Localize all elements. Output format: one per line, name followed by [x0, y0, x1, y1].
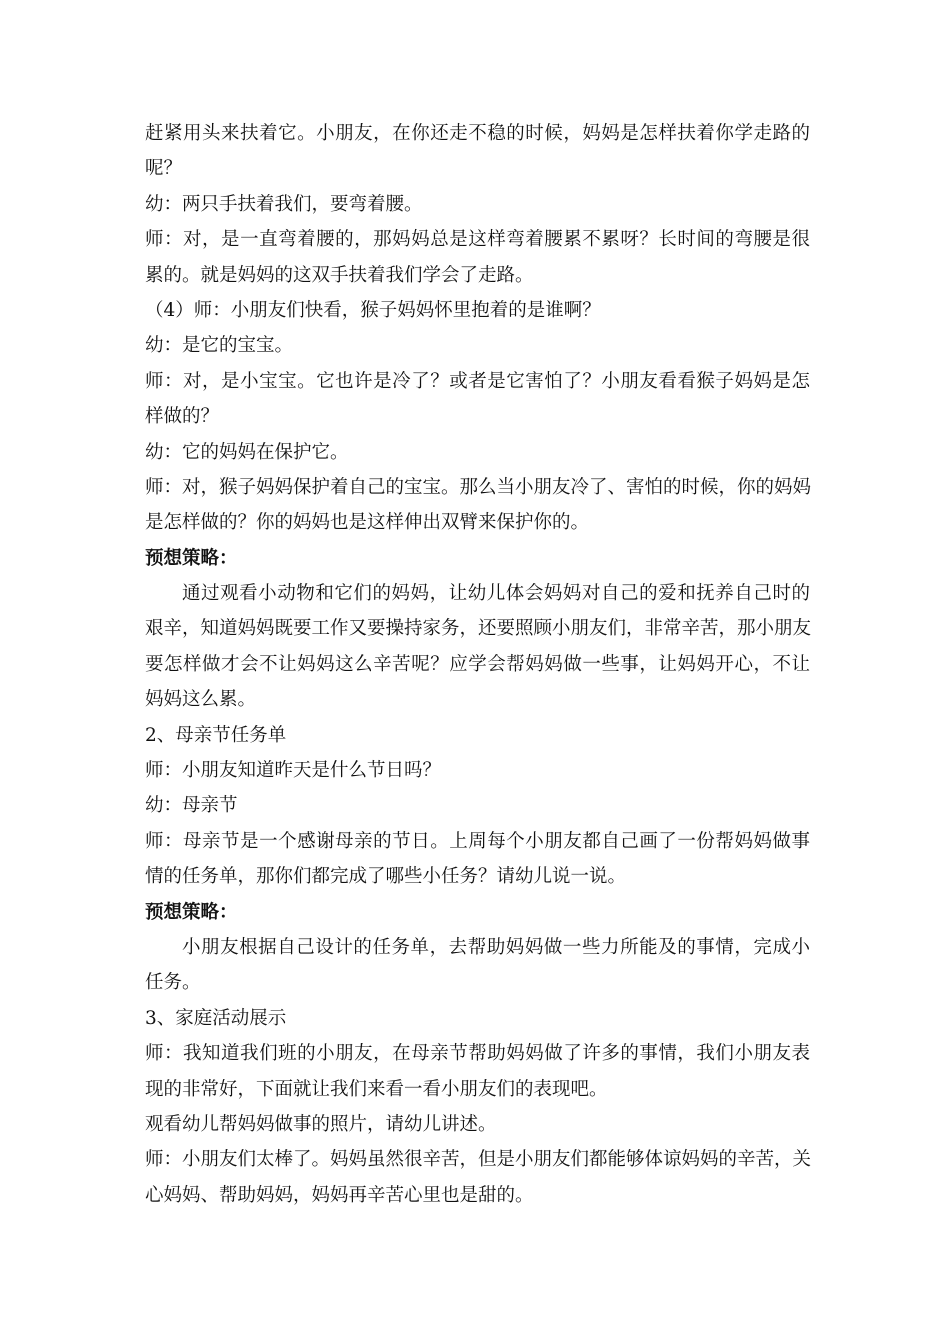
section-title: 2、母亲节任务单 [145, 724, 287, 746]
document-body [145, 116, 810, 1213]
section-heading: 预想策略： [145, 547, 238, 569]
text-line: 师：我知道我们班的小朋友，在母亲节帮助妈妈做了许多的事情，我们小朋友表 [145, 1043, 810, 1065]
text-line: 幼：它的妈妈在保护它。 [145, 441, 349, 463]
text-line: 心妈妈、帮助妈妈，妈妈再辛苦心里也是甜的。 [145, 1184, 534, 1206]
text-line: 师：小朋友知道昨天是什么节日吗？ [145, 760, 442, 782]
text-line: 师：对，是小宝宝。它也许是冷了？或者是它害怕了？小朋友看看猴子妈妈是怎 [145, 370, 810, 392]
text-line: 幼：是它的宝宝。 [145, 335, 294, 357]
text-line: 师：母亲节是一个感谢母亲的节日。上周每个小朋友都自己画了一份帮妈妈做事 [145, 830, 810, 852]
text-line: 通过观看小动物和它们的妈妈，让幼儿体会妈妈对自己的爱和抚养自己时的 [182, 583, 810, 605]
text-line: 赶紧用头来扶着它。小朋友，在你还走不稳的时候，妈妈是怎样扶着你学走路的 [145, 123, 810, 144]
text-line: 师：小朋友们太棒了。妈妈虽然很辛苦，但是小朋友们都能够体谅妈妈的辛苦，关 [145, 1149, 812, 1171]
text-line: 样做的？ [145, 406, 220, 428]
text-line: 幼：母亲节 [145, 795, 238, 817]
text-line: 累的。就是妈妈的这双手扶着我们学会了走路。 [145, 264, 534, 286]
text-line: 是怎样做的？你的妈妈也是这样伸出双臂来保护你的。 [145, 512, 590, 534]
text-line: 小朋友根据自己设计的任务单，去帮助妈妈做一些力所能及的事情，完成小 [182, 936, 810, 958]
text-line: （4）师：小朋友们快看，猴子妈妈怀里抱着的是谁啊？ [145, 299, 601, 321]
text-line: 幼：两只手扶着我们，要弯着腰。 [145, 193, 423, 215]
text-line: 要怎样做才会不让妈妈这么辛苦呢？应学会帮妈妈做一些事，让妈妈开心，不让 [145, 653, 810, 675]
section-title: 3、家庭活动展示 [145, 1007, 287, 1029]
text-line: 艰辛，知道妈妈既要工作又要操持家务，还要照顾小朋友们，非常辛苦，那小朋友 [145, 618, 812, 640]
text-line: 师：对，猴子妈妈保护着自己的宝宝。那么当小朋友冷了、害怕的时候，你的妈妈 [145, 476, 812, 498]
text-line: 师：对，是一直弯着腰的，那妈妈总是这样弯着腰累不累呀？长时间的弯腰是很 [145, 229, 810, 251]
section-heading: 预想策略： [145, 901, 238, 923]
text-line: 现的非常好，下面就让我们来看一看小朋友们的表现吧。 [145, 1078, 608, 1100]
text-line: 任务。 [145, 972, 201, 994]
text-line: 妈妈这么累。 [145, 689, 257, 711]
text-line: 观看幼儿帮妈妈做事的照片，请幼儿讲述。 [145, 1113, 497, 1135]
text-line: 情的任务单，那你们都完成了哪些小任务？请幼儿说一说。 [145, 866, 627, 888]
text-line: 呢？ [145, 158, 183, 180]
